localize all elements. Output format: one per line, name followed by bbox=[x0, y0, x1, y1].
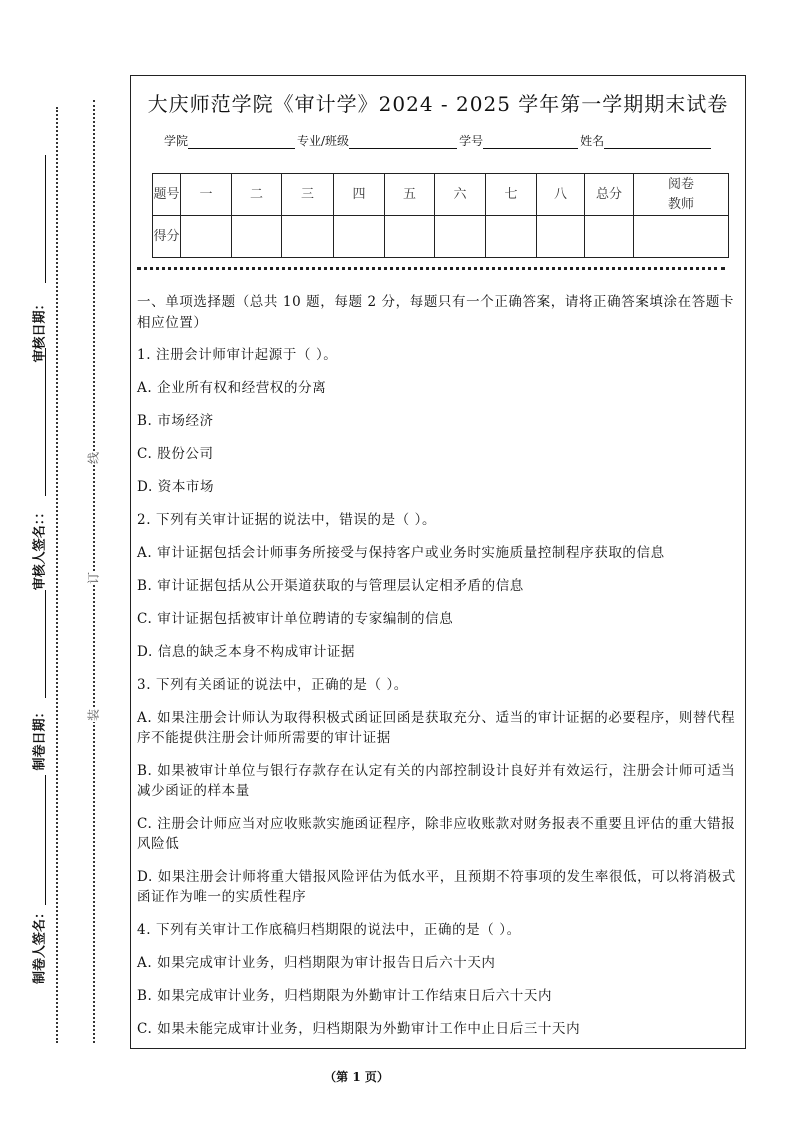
college-label: 学院 bbox=[164, 134, 189, 148]
score-table bbox=[152, 173, 729, 258]
name-label: 姓名 bbox=[580, 134, 605, 148]
cut-mark: 订 bbox=[86, 571, 101, 585]
score-cell bbox=[486, 216, 537, 258]
col-header: 七 bbox=[486, 174, 537, 216]
answer-option: A. 审计证据包括会计师事务所接受与保持客户或业务时实施质量控制程序获取的信息 bbox=[137, 545, 665, 561]
maker-sign-label: 制卷人签名： bbox=[32, 905, 48, 985]
cut-mark: 装 bbox=[86, 708, 101, 722]
score-cell bbox=[334, 216, 385, 258]
answer-option: A. 企业所有权和经营权的分离 bbox=[137, 380, 327, 396]
answer-option: D. 如果注册会计师将重大错报风险评估为低水平，且预期不符事项的发生率很低，可以将消极式函证作为唯一的实质性程序 bbox=[137, 869, 736, 905]
signature-line bbox=[45, 775, 46, 905]
signature-line bbox=[45, 590, 46, 698]
name-field[interactable] bbox=[604, 135, 711, 149]
answer-option: D. 资本市场 bbox=[137, 479, 215, 495]
answer-option: C. 如果未能完成审计业务，归档期限为外勤审计工作中止日后三十天内 bbox=[137, 1021, 581, 1037]
question: 3. 下列有关函证的说法中，正确的是（ ）。 bbox=[137, 677, 408, 693]
binding-margin bbox=[0, 0, 130, 1122]
score-row bbox=[153, 216, 729, 258]
score-cell bbox=[634, 216, 729, 258]
col-header: 三 bbox=[282, 174, 334, 216]
row-label: 题号 bbox=[153, 174, 181, 216]
col-header: 四 bbox=[334, 174, 385, 216]
answer-option: B. 如果被审计单位与银行存款存在认定有关的内部控制设计良好并有效运行，注册会计师可适当减少函证的样本量 bbox=[137, 763, 736, 799]
col-header: 六 bbox=[435, 174, 486, 216]
answer-option: C. 注册会计师应当对应收账款实施函证程序，除非应收账款对财务报表不重要且评估的重大错报风险低 bbox=[137, 816, 736, 852]
answer-option: A. 如果完成审计业务，归档期限为审计报告日后六十天内 bbox=[137, 955, 496, 971]
score-cell bbox=[232, 216, 282, 258]
reviewer-sign-label: 审核人签名：： bbox=[32, 505, 48, 591]
score-cell bbox=[435, 216, 486, 258]
section-heading: 一、单项选择题（总共 10 题，每题 2 分，每题只有一个正确答案，请将正确答案填涂在答题卡相应位置） bbox=[137, 294, 735, 331]
exam-frame bbox=[130, 75, 746, 1049]
col-header: 一 bbox=[181, 174, 232, 216]
review-date-label: 审核日期： bbox=[32, 297, 48, 363]
student-info bbox=[164, 132, 713, 149]
answer-option: C. 股份公司 bbox=[137, 446, 214, 462]
score-cell bbox=[181, 216, 232, 258]
page-number: （第 1 页） bbox=[324, 1070, 389, 1084]
signature-line bbox=[45, 155, 46, 283]
dotted-line-outer bbox=[56, 107, 58, 1043]
college-field[interactable] bbox=[188, 135, 295, 149]
major-field[interactable] bbox=[349, 135, 457, 149]
signature-line bbox=[45, 348, 46, 496]
question: 1. 注册会计师审计起源于（ ）。 bbox=[137, 347, 338, 363]
col-header: 五 bbox=[385, 174, 435, 216]
score-cell bbox=[537, 216, 585, 258]
question: 4. 下列有关审计工作底稿归档期限的说法中，正确的是（ ）。 bbox=[137, 922, 521, 938]
dotted-separator bbox=[137, 267, 725, 270]
score-cell bbox=[282, 216, 334, 258]
score-cell bbox=[585, 216, 634, 258]
row-label: 得分 bbox=[153, 216, 181, 258]
score-header-row bbox=[153, 174, 729, 216]
answer-option: A. 如果注册会计师认为取得积极式函证回函是获取充分、适当的审计证据的必要程序，则替代程序不能提供注册会计师所需要的审计证据 bbox=[137, 710, 736, 746]
col-header: 总分 bbox=[585, 174, 634, 216]
question-body bbox=[137, 292, 741, 1052]
student-id-label: 学号 bbox=[459, 134, 484, 148]
score-cell bbox=[385, 216, 435, 258]
col-header: 二 bbox=[232, 174, 282, 216]
col-header: 阅卷教师 bbox=[634, 174, 729, 216]
answer-option: B. 审计证据包括从公开渠道获取的与管理层认定相矛盾的信息 bbox=[137, 578, 524, 594]
answer-option: B. 如果完成审计业务，归档期限为外勤审计工作结束日后六十天内 bbox=[137, 988, 553, 1004]
question: 2. 下列有关审计证据的说法中，错误的是（ ）。 bbox=[137, 512, 437, 528]
major-label: 专业/班级 bbox=[297, 134, 350, 148]
make-date-label: 制卷日期： bbox=[32, 705, 48, 771]
answer-option: D. 信息的缺乏本身不构成审计证据 bbox=[137, 644, 356, 660]
student-id-field[interactable] bbox=[483, 135, 578, 149]
col-header: 八 bbox=[537, 174, 585, 216]
cut-mark: 线 bbox=[86, 451, 101, 465]
answer-option: B. 市场经济 bbox=[137, 413, 214, 429]
exam-title: 大庆师范学院《审计学》2024 - 2025 学年第一学期期末试卷 bbox=[147, 92, 729, 116]
answer-option: C. 审计证据包括被审计单位聘请的专家编制的信息 bbox=[137, 611, 454, 627]
